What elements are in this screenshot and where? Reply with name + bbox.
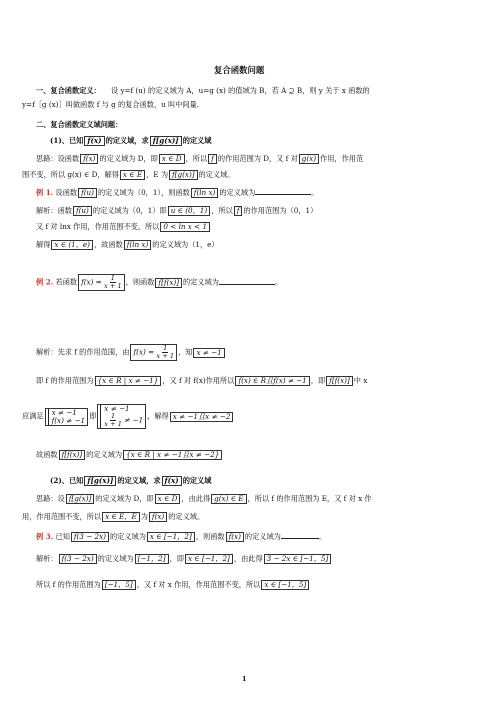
formula-box bbox=[78, 274, 125, 291]
formula-box: 3 − 2x ∈ [−1，5] bbox=[264, 554, 332, 564]
example1-label: 例 1. bbox=[36, 188, 54, 197]
text: 解析： bbox=[36, 554, 58, 563]
text: 故函数 bbox=[36, 450, 58, 459]
fraction-numerator: 1 bbox=[110, 274, 115, 282]
text: 的定义域为 D，即 bbox=[99, 154, 158, 163]
formula-box: x ≠ −1且x ≠ −2 bbox=[170, 412, 234, 422]
text: 应满足 bbox=[22, 411, 44, 421]
equation-system bbox=[45, 408, 89, 426]
part1-idea-line2 bbox=[22, 170, 235, 180]
text: 的作用范围为 D，又 f 对 bbox=[217, 154, 298, 163]
section1-text1: 设 y=f (u) 的定义域为 A，u=g (x) 的值域为 B，若 A ⊇ B，则 y 关于 x 函数的 bbox=[111, 86, 370, 95]
formula-box: f(3 − 2x) bbox=[59, 554, 97, 564]
text: 围不变，所以 g(x) ∈ D，解得 bbox=[22, 170, 119, 179]
part2-head-a: (2)、已知 bbox=[50, 476, 84, 485]
formula-box: g(x) ∈ E bbox=[211, 494, 246, 504]
section2-heading: 二、复合函数定义域问题： bbox=[36, 120, 123, 129]
example2-question bbox=[36, 274, 282, 291]
text: 解析：函数 bbox=[36, 206, 72, 215]
text: 的定义域为 bbox=[183, 277, 219, 287]
answer-blank bbox=[219, 278, 275, 285]
text: 中 x bbox=[353, 376, 368, 385]
formula-box: f(ln x) bbox=[191, 188, 219, 198]
formula-box bbox=[130, 344, 177, 361]
text: ，所以 bbox=[185, 154, 208, 163]
text: 用，作用范围不变，所以 bbox=[22, 512, 102, 521]
example1-solution-line2 bbox=[36, 222, 211, 232]
text: 作用，作用范 bbox=[320, 154, 364, 163]
example1-question bbox=[36, 188, 319, 198]
formula-box: [−1，5] bbox=[102, 580, 136, 590]
text: 解得 bbox=[36, 240, 51, 249]
text: 思路：设 bbox=[36, 494, 65, 503]
page-title: 复合函数问题 bbox=[214, 65, 265, 75]
text: 思路：设函数 bbox=[36, 154, 80, 163]
formula-box: f(x) ∈ R且f(x) ≠ −1 bbox=[235, 376, 309, 386]
formula-box: f(3 − 2x) bbox=[71, 532, 109, 542]
text: ，所以 bbox=[211, 206, 233, 215]
example2-solution-line2 bbox=[36, 376, 367, 386]
fraction-numerator: 1 bbox=[111, 412, 116, 420]
formula-box: f[f(x)] bbox=[59, 450, 86, 460]
fraction-denominator: x + 1 bbox=[104, 282, 122, 290]
formula-lhs: f(x) = bbox=[133, 347, 155, 357]
text: 解析：先求 f 的作用范围，由 bbox=[36, 347, 130, 357]
text: ，由此得 bbox=[233, 554, 263, 563]
text: ，所以 f 的作用范围为 E，又 f 对 x 作 bbox=[247, 494, 372, 503]
example3-solution-line2 bbox=[36, 580, 310, 590]
text: ，解得 bbox=[147, 411, 169, 421]
text: 又 f 对 lnx 作用，作用范围不变，所以 bbox=[36, 222, 160, 231]
text: 。 bbox=[311, 188, 319, 197]
formula-lhs: f(x) = bbox=[81, 277, 102, 287]
text: ，又 f 对 f(x)作用所以 bbox=[162, 376, 235, 385]
text: 的定义域为 bbox=[109, 532, 146, 541]
formula-box: f(ln x) bbox=[124, 240, 152, 250]
text: 的定义域为 bbox=[219, 188, 256, 197]
text: ，则函数 bbox=[195, 532, 225, 541]
example3-solution-line1 bbox=[36, 554, 332, 564]
text: ，知 bbox=[178, 347, 193, 357]
part1-idea-line1 bbox=[36, 154, 363, 164]
text: ，则函数 bbox=[125, 277, 155, 287]
formula-box: f(u) bbox=[78, 188, 97, 198]
example3-question bbox=[36, 532, 326, 542]
fraction-denominator: x + 1 bbox=[156, 352, 175, 360]
example1-solution-line1 bbox=[36, 206, 317, 216]
example2-solution-line3 bbox=[22, 404, 234, 429]
formula-box: f(x) bbox=[226, 532, 244, 542]
text: 的定义域为 bbox=[86, 450, 123, 459]
system-brace bbox=[48, 409, 86, 425]
fraction bbox=[156, 345, 174, 360]
part2-head-c: 的定义域 bbox=[182, 476, 212, 485]
system-brace bbox=[100, 405, 143, 428]
formula-box: x ∈ D bbox=[159, 154, 185, 164]
text: 。 bbox=[274, 277, 283, 287]
formula-box: f(x) bbox=[84, 136, 104, 146]
part2-head-b: 的定义域，求 bbox=[117, 476, 161, 485]
formula-box: [−1，2] bbox=[135, 554, 169, 564]
fraction bbox=[104, 413, 122, 428]
example1-solution-line3 bbox=[36, 240, 219, 250]
formula-box: g(x) bbox=[299, 154, 319, 164]
formula-box: f[g(x)] bbox=[169, 170, 198, 180]
section1-heading: 一、复合函数定义： bbox=[36, 86, 101, 95]
formula-box: {x ∈ R | x ≠ −1且x ≠ −2} bbox=[123, 450, 222, 460]
text: 已知 bbox=[55, 532, 70, 541]
text: 的作用范围为（0，1） bbox=[243, 206, 318, 215]
example3-label: 例 3. bbox=[36, 532, 54, 541]
text: 的定义域为（1，e） bbox=[152, 240, 219, 249]
text: 即 bbox=[89, 411, 97, 421]
fraction-numerator: 1 bbox=[163, 344, 168, 352]
part2-idea-line1 bbox=[36, 494, 372, 504]
text: ，即 bbox=[169, 554, 184, 563]
formula-box: f(x) bbox=[149, 512, 167, 522]
text: 的定义域为（0，1），则函数 bbox=[97, 188, 190, 197]
formula-box: x ∈ (1，e) bbox=[51, 240, 93, 250]
section1-line1 bbox=[36, 86, 370, 95]
text: 若函数 bbox=[55, 277, 78, 287]
formula-box: f[g(x)] bbox=[150, 136, 182, 146]
section1-line2: y=f［g (x)］叫做函数 f 与 g 的复合函数，u 叫中间量. bbox=[22, 100, 200, 109]
text: ，即 bbox=[310, 376, 326, 385]
system-row: x ≠ −1 bbox=[104, 404, 130, 413]
part1-head-b: 的定义域，求 bbox=[105, 136, 149, 145]
formula-box: f bbox=[234, 206, 243, 216]
text: 。 bbox=[318, 532, 327, 541]
inequality-rhs: ≠ −1 bbox=[124, 415, 144, 425]
formula-box: x ∈ [−1，2] bbox=[147, 532, 195, 542]
formula-box: x ∈ [−1，2] bbox=[185, 554, 233, 564]
formula-box: x ∈ D bbox=[155, 494, 181, 504]
formula-box: f(u) bbox=[73, 206, 92, 216]
page-number: 1 bbox=[242, 675, 247, 683]
answer-blank bbox=[281, 532, 319, 539]
system-row: f(x) ≠ −1 bbox=[51, 415, 86, 425]
fraction-denominator: x + 1 bbox=[104, 420, 122, 428]
part1-heading bbox=[50, 136, 211, 146]
formula-box: f(x) bbox=[80, 154, 98, 164]
system-row: x ≠ −1 bbox=[51, 407, 77, 417]
formula-box: x ∈ [−1，5] bbox=[261, 580, 309, 590]
formula-box: {x ∈ R | x ≠ −1} bbox=[95, 376, 162, 386]
part2-idea-line2 bbox=[22, 512, 204, 522]
formula-box: x ≠ −1 bbox=[193, 348, 224, 358]
text: 所以 f 的作用范围为 bbox=[36, 580, 101, 589]
text: 的定义域为（0，1）即 bbox=[92, 206, 167, 215]
answer-blank bbox=[255, 188, 311, 195]
text: 即 f 的作用范围为 bbox=[36, 376, 94, 385]
formula-box: x ∈ E，E bbox=[102, 512, 140, 522]
text: ，又 f 对 x 作用，作用范围不变，所以 bbox=[136, 580, 261, 589]
system-row bbox=[104, 413, 143, 428]
formula-box: u ∈ (0，1) bbox=[168, 206, 210, 216]
formula-box: 0 < ln x < 1 bbox=[160, 222, 210, 232]
formula-box: f[g(x)] bbox=[66, 494, 95, 504]
text: 的定义域为 bbox=[244, 532, 281, 541]
part1-head-c: 的定义域 bbox=[182, 136, 212, 145]
text: 的定义域。 bbox=[198, 170, 235, 179]
text: 的定义域为 D，即 bbox=[95, 494, 154, 503]
example2-label: 例 2. bbox=[36, 277, 54, 287]
part1-head-a: (1)、已知 bbox=[50, 136, 84, 145]
formula-box: f[f(x)] bbox=[155, 278, 182, 288]
part2-heading bbox=[50, 476, 211, 486]
text: 为 bbox=[140, 512, 148, 521]
text: ，E 为 bbox=[146, 170, 169, 179]
fraction bbox=[104, 275, 122, 290]
text: 的定义域为 bbox=[97, 554, 134, 563]
example2-solution-line4 bbox=[36, 450, 223, 460]
equation-system bbox=[97, 404, 146, 429]
text: 设函数 bbox=[55, 188, 78, 197]
formula-box: f[f(x)] bbox=[326, 376, 353, 386]
example2-solution-line1 bbox=[36, 344, 226, 361]
text: 的定义域。 bbox=[168, 512, 205, 521]
formula-box: x ∈ E bbox=[120, 170, 145, 180]
text: ，由此得 bbox=[181, 494, 211, 503]
formula-box: f(x) bbox=[162, 476, 182, 486]
formula-box: f bbox=[208, 154, 217, 164]
formula-box: f[g(x)] bbox=[84, 476, 116, 486]
text: ，故函数 bbox=[93, 240, 123, 249]
